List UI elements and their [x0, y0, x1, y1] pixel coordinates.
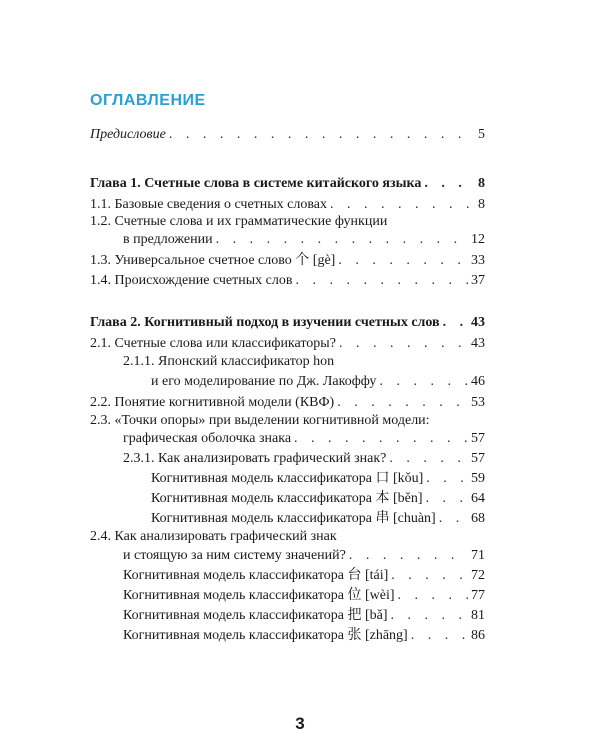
toc-entry-2-3-1[interactable]: [123, 450, 485, 468]
toc-entry-page: 43: [471, 315, 485, 330]
toc-entry-page: 86: [471, 628, 485, 643]
toc-entry-1-3[interactable]: [90, 252, 485, 270]
toc-entry-title-cont: в предложении: [123, 232, 213, 247]
toc-entry-ben[interactable]: [151, 490, 485, 508]
toc-entry-page: 72: [471, 568, 485, 583]
toc-entry-page: 5: [478, 127, 485, 142]
toc-entry-title: 1.4. Происхождение счетных слов: [90, 273, 293, 288]
toc-entry-title: 2.3.1. Как анализировать графический знак?: [123, 451, 387, 466]
toc-entry-title: Глава 1. Счетные слова в системе китайского языка: [90, 176, 422, 191]
toc-entry-2-1-1[interactable]: [151, 373, 485, 391]
toc-entry-title: Когнитивная модель классификатора 位 [wèi]: [123, 588, 395, 603]
toc-entry-2-2[interactable]: [90, 394, 485, 412]
toc-entry-2-3[interactable]: [123, 430, 485, 448]
toc-entry-title: Когнитивная модель классификатора 本 [běn]: [151, 491, 423, 506]
toc-entry-1-1[interactable]: [90, 196, 485, 214]
toc-entry-title: 1.3. Универсальное счетное слово 个 [gè]: [90, 253, 336, 268]
toc-entry-page: 64: [471, 491, 485, 506]
toc-entry-chapter-2[interactable]: [90, 314, 485, 332]
toc-entry-2-1-1-title[interactable]: 2.1.1. Японский классификатор hon: [123, 354, 335, 369]
toc-entry-2-4[interactable]: [123, 547, 485, 565]
toc-entry-1-2[interactable]: [123, 231, 485, 249]
toc-entry-title-cont: и его моделирование по Дж. Лакоффу: [151, 374, 377, 389]
toc-entry-title: Когнитивная модель классификатора 把 [bǎ]: [123, 608, 388, 623]
toc-entry-2-1[interactable]: [90, 335, 485, 353]
toc-entry-page: 71: [471, 548, 485, 563]
toc-entry-page: 81: [471, 608, 485, 623]
toc-entry-ba[interactable]: [123, 607, 485, 625]
toc-entry-page: 33: [471, 253, 485, 268]
toc-heading: ОГЛАВЛЕНИЕ: [90, 92, 206, 109]
toc-entry-page: 46: [471, 374, 485, 389]
toc-entry-page: 12: [471, 232, 485, 247]
toc-entry-title: 2.2. Понятие когнитивной модели (КВФ): [90, 395, 335, 410]
toc-entry-title-cont: и стоящую за ним систему значений?: [123, 548, 346, 563]
toc-entry-page: 8: [478, 197, 485, 212]
toc-entry-title: Глава 2. Когнитивный подход в изучении счетных слов: [90, 315, 440, 330]
toc-entry-title: 2.1. Счетные слова или классификаторы?: [90, 336, 336, 351]
toc-entry-page: 57: [471, 431, 485, 446]
toc-entry-wei[interactable]: [123, 587, 485, 605]
toc-entry-chapter-1[interactable]: [90, 175, 485, 193]
toc-entry-page: 53: [471, 395, 485, 410]
toc-entry-tai[interactable]: [123, 567, 485, 585]
toc-entry-1-2-title[interactable]: 1.2. Счетные слова и их грамматические функции: [90, 214, 388, 229]
toc-entry-preface[interactable]: [90, 126, 485, 144]
toc-entry-page: 77: [471, 588, 485, 603]
toc-entry-2-4-title[interactable]: 2.4. Как анализировать графический знак: [90, 529, 337, 544]
toc-entry-page: 68: [471, 511, 485, 526]
toc-entry-title: Предисловие: [90, 127, 166, 142]
page-number: 3: [295, 714, 305, 733]
toc-entry-page: 8: [478, 176, 485, 191]
toc-entry-title: Когнитивная модель классификатора 张 [zhāng]: [123, 628, 408, 643]
toc-entry-page: 59: [471, 471, 485, 486]
toc-entry-1-4[interactable]: [90, 272, 485, 290]
toc-entry-chuan[interactable]: [151, 510, 485, 528]
toc-entry-page: 37: [471, 273, 485, 288]
toc-entry-zhang[interactable]: [123, 627, 485, 645]
toc-entry-title: Когнитивная модель классификатора 口 [kǒu]: [151, 471, 424, 486]
toc-entry-2-3-title[interactable]: 2.3. «Точки опоры» при выделении когнитивной модели:: [90, 413, 430, 428]
toc-entry-title: Когнитивная модель классификатора 台 [tái]: [123, 568, 389, 583]
toc-entry-kou[interactable]: [151, 470, 485, 488]
toc-entry-title: 1.1. Базовые сведения о счетных словах: [90, 197, 328, 212]
toc-entry-page: 43: [471, 336, 485, 351]
toc-entry-title: Когнитивная модель классификатора 串 [chuàn]: [151, 511, 436, 526]
toc-entry-title-cont: графическая оболочка знака: [123, 431, 292, 446]
toc-entry-page: 57: [471, 451, 485, 466]
